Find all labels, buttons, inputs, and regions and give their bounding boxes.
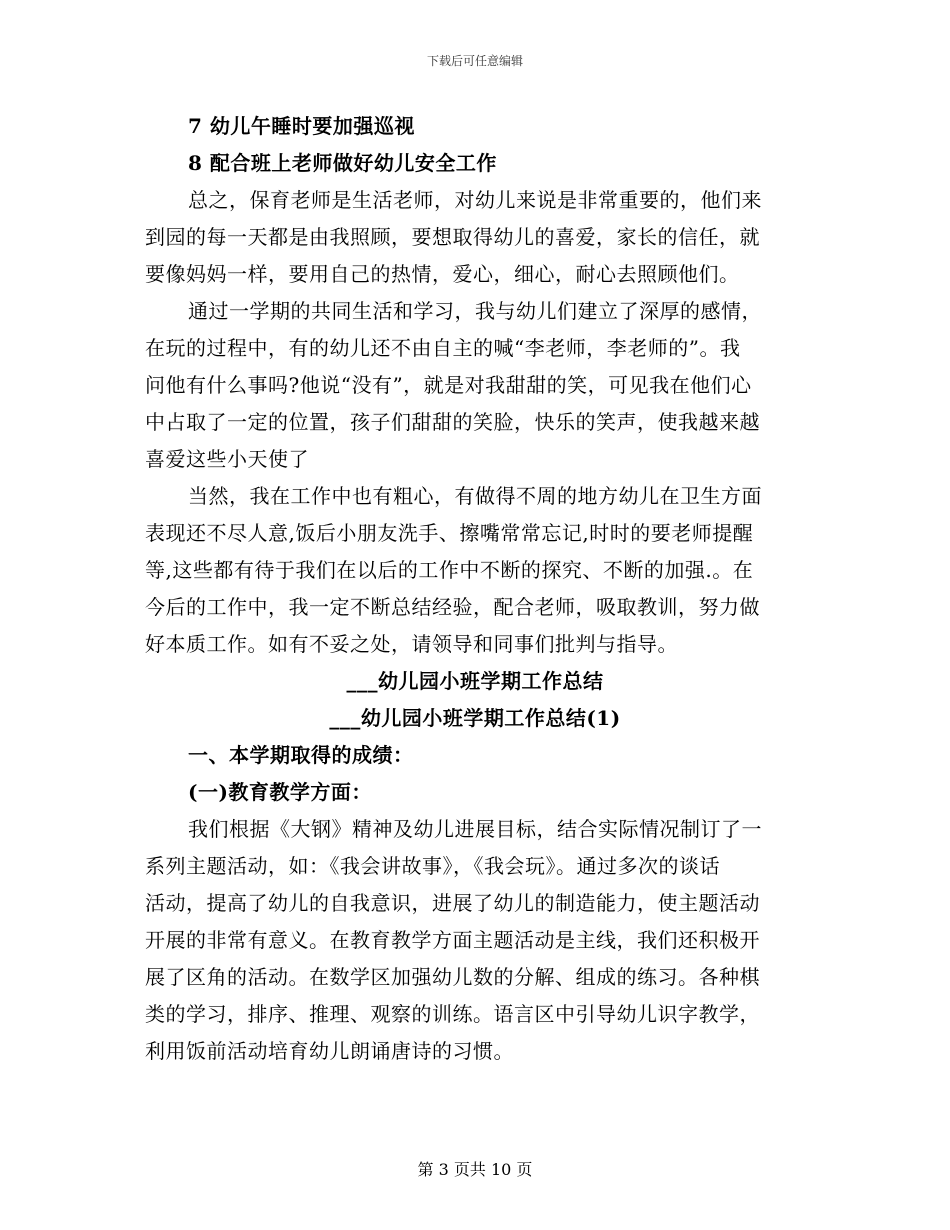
paragraph-line: 活动，提高了幼儿的自我意识，进展了幼儿的制造能力，使主题活动 [145,891,760,915]
paragraph-teaching [145,811,805,1070]
paragraph-shortcomings [145,478,805,663]
paragraph-summary [145,182,805,293]
document-subtitle: ___幼儿园小班学期工作总结(1) [329,706,621,730]
page-header: 下载后可任意编辑 [426,54,523,68]
paragraph-line: 要像妈妈一样，要用自己的热情，爱心，细心，耐心去照顾他们。 [145,262,740,286]
paragraph-line: 到园的每一天都是由我照顾，要想取得幼儿的喜爱，家长的信任，就 [145,225,760,249]
document-body [145,108,805,1070]
paragraph-line: 喜爱这些小天使了 [145,447,309,471]
section-heading: 一、本学期取得的成绩： [188,743,414,767]
paragraph-line: 中占取了一定的位置，孩子们甜甜的笑脸，快乐的笑声，使我越来越 [145,410,760,434]
paragraph-line: 利用饭前活动培育幼儿朗诵唐诗的习惯。 [145,1039,514,1063]
paragraph-line: 问他有什么事吗?他说“没有”，就是对我甜甜的笑，可见我在他们心 [145,373,752,397]
list-item-8: 8 配合班上老师做好幼儿安全工作 [188,151,497,175]
paragraph-line: 表现还不尽人意,饭后小朋友洗手、擦嘴常常忘记,时时的要老师提醒 [145,521,754,545]
paragraph-line: 当然，我在工作中也有粗心，有做得不周的地方幼儿在卫生方面 [188,484,762,508]
paragraph-line: 开展的非常有意义。在教育教学方面主题活动是主线，我们还积极开 [145,928,760,952]
document-title: ___幼儿园小班学期工作总结 [346,669,604,693]
paragraph-line: 通过一学期的共同生活和学习，我与幼儿们建立了深厚的感情， [188,299,762,323]
paragraph-line: 类的学习，排序、推理、观察的训练。语言区中引导幼儿识字教学， [145,1002,760,1026]
page-footer: 第 3 页共 10 页 [417,1160,533,1179]
paragraph-line: 系列主题活动，如：《我会讲故事》，《我会玩》。通过多次的谈话 [145,854,720,878]
paragraph-line: 展了区角的活动。在数学区加强幼儿数的分解、组成的练习。各种棋 [145,965,760,989]
paragraph-line: 等,这些都有待于我们在以后的工作中不断的探究、不断的加强.。在 [145,558,754,582]
paragraph-line: 在玩的过程中，有的幼儿还不由自主的喊“李老师，李老师的”。我 [145,336,741,360]
paragraph-line: 好本质工作。如有不妥之处，请领导和同事们批判与指导。 [145,632,678,656]
paragraph-line: 我们根据《大钢》精神及幼儿进展目标，结合实际情况制订了一 [188,817,762,841]
paragraph-line: 今后的工作中，我一定不断总结经验，配合老师，吸取教训，努力做 [145,595,760,619]
paragraph-line: 总之，保育老师是生活老师，对幼儿来说是非常重要的，他们来 [188,188,762,212]
list-item-7: 7 幼儿午睡时要加强巡视 [188,114,415,138]
subsection-heading: (一)教育教学方面： [188,780,372,804]
paragraph-feelings [145,293,805,478]
